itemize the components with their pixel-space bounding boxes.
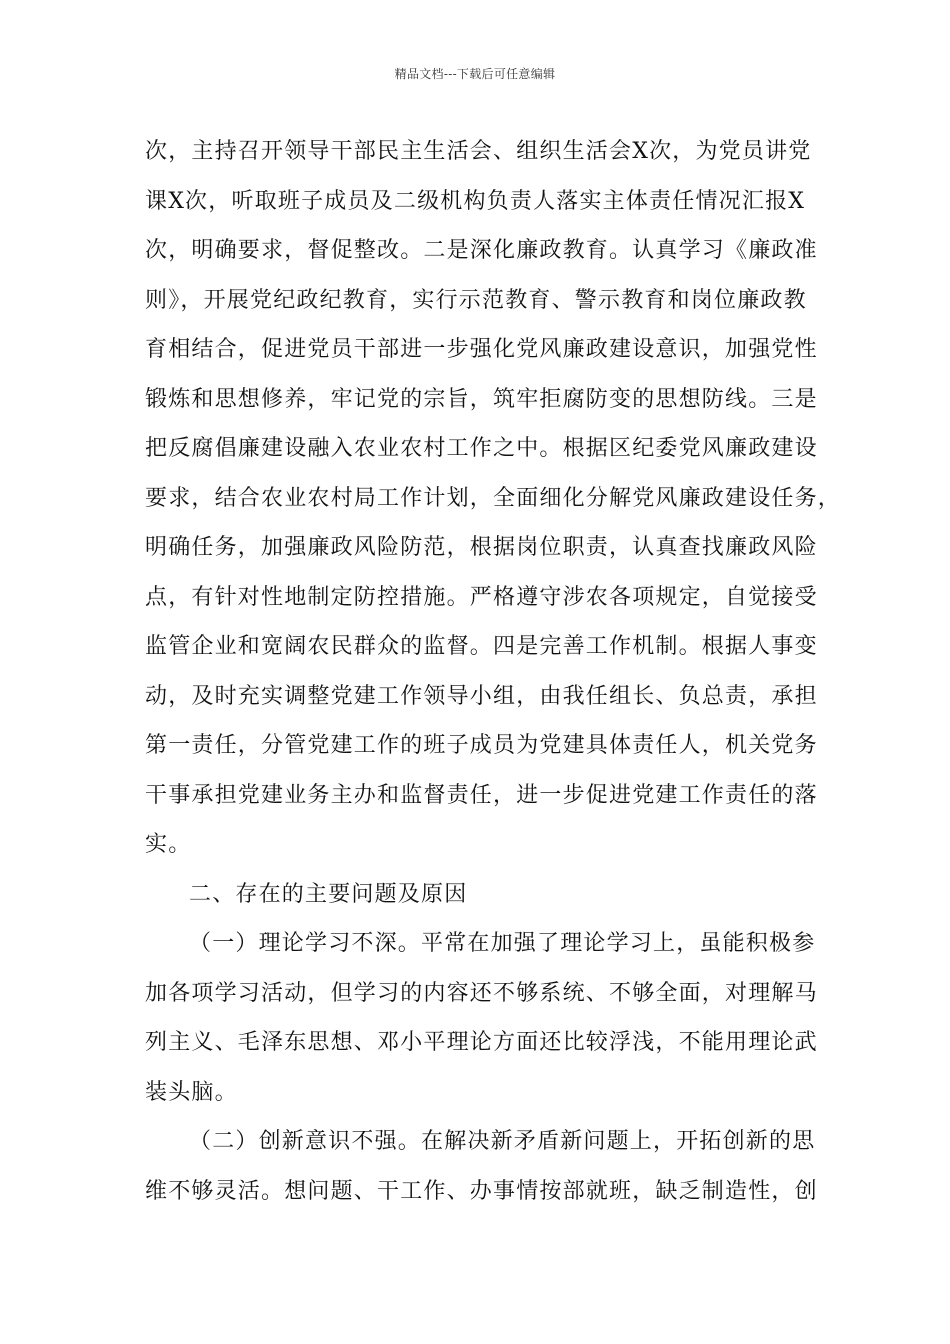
paragraph-2-line: 装头脑。 [145,1079,238,1105]
section-heading: 二、存在的主要问题及原因 [189,881,468,907]
paragraph-1-line: 监管企业和宽阔农民群众的监督。四是完善工作机制。根据人事变 [145,634,818,659]
paragraph-1-line: 课X次，听取班子成员及二级机构负责人落实主体责任情况汇报X [145,188,806,214]
paragraph-1-line: 则》，开展党纪政纪教育，实行示范教育、警示教育和岗位廉政教 [145,287,807,313]
paragraph-1-line: 明确任务，加强廉政风险防范，根据岗位职责，认真查找廉政风险 [145,535,818,560]
paragraph-1-line: 把反腐倡廉建设融入农业农村工作之中。根据区纪委党风廉政建设 [145,436,818,461]
paragraph-3 [145,1117,825,1216]
document-body [145,127,842,1216]
paragraph-2 [145,919,825,1117]
paragraph-1-line: 次，明确要求，督促整改。二是深化廉政教育。认真学习《廉政准 [145,238,818,263]
paragraph-1-line: 育相结合，促进党员干部进一步强化党风廉政建设意识，加强党性 [145,337,818,362]
paragraph-1 [145,127,842,870]
paragraph-1-line: 锻炼和思想修养，牢记党的宗旨，筑牢拒腐防变的思想防线。三是 [145,386,818,412]
paragraph-1-line: 次，主持召开领导干部民主生活会、组织生活会X次，为党员讲党 [145,139,812,164]
section-heading-wrap [145,870,825,920]
paragraph-1-line: 第一责任，分管党建工作的班子成员为党建具体责任人，机关党务 [145,733,818,758]
paragraph-1-line: 动，及时充实调整党建工作领导小组，由我任组长、负总责，承担 [145,683,818,709]
paragraph-1-line: 实。 [145,832,192,857]
paragraph-2-line: 加各项学习活动，但学习的内容还不够系统、不够全面，对理解马 [145,980,818,1006]
paragraph-1-line: 点，有针对性地制定防控措施。严格遵守涉农各项规定，自觉接受 [145,584,818,610]
paragraph-2-line: （一）理论学习不深。平常在加强了理论学习上，虽能积极参 [189,931,816,956]
paragraph-1-line: 要求，结合农业农村局工作计划，全面细化分解党风廉政建设任务， [145,485,842,511]
paragraph-3-line: （二）创新意识不强。在解决新矛盾新问题上，开拓创新的思 [189,1129,816,1154]
page-header: 精品文档---下载后可任意编辑 [394,67,556,81]
paragraph-3-line: 维不够灵活。想问题、干工作、办事情按部就班，缺乏制造性，创 [145,1178,818,1204]
paragraph-2-line: 列主义、毛泽东思想、邓小平理论方面还比较浮浅，不能用理论武 [145,1030,818,1055]
paragraph-1-line: 干事承担党建业务主办和监督责任，进一步促进党建工作责任的落 [145,782,818,808]
